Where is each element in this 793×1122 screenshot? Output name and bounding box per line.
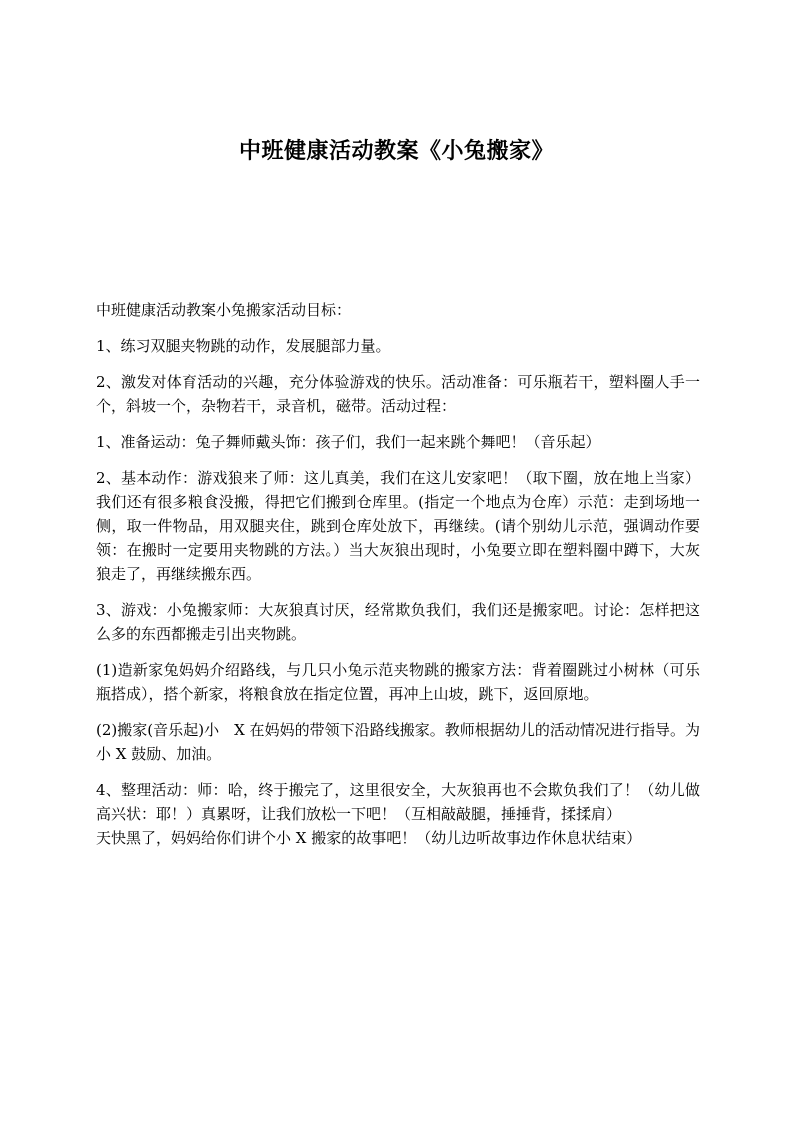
paragraph-goal-2: 2、激发对体育活动的兴趣，充分体验游戏的快乐。活动准备：可乐瓶若干，塑料圈人手一个，斜坡一个，杂物若干，录音机，磁带。活动过程： xyxy=(96,373,700,415)
document-body xyxy=(96,298,700,850)
paragraph-ending: 天快黑了，妈妈给你们讲个小 X 搬家的故事吧！（幼儿边听故事边作休息状结束） xyxy=(96,829,642,847)
paragraph-cooldown: 4、整理活动：师：哈，终于搬完了，这里很安全，大灰狼再也不会欺负我们了！（幼儿做高兴状：耶！）真累呀，让我们放松一下吧！（互相敲敲腿，捶捶背，揉揉肩） xyxy=(96,781,700,823)
paragraph-moving: (2)搬家(音乐起)小 X 在妈妈的带领下沿路线搬家。教师根据幼儿的活动情况进行指导。为小 X 鼓励、加油。 xyxy=(96,721,700,763)
paragraph-new-home: (1)造新家兔妈妈介绍路线，与几只小兔示范夹物跳的搬家方法：背着圈跳过小树林（可乐瓶搭成），搭个新家，将粮食放在指定位置，再冲上山坡，跳下，返回原地。 xyxy=(96,661,700,703)
document-title: 中班健康活动教案《小兔搬家》 xyxy=(238,139,554,164)
paragraph-goal-1: 1、练习双腿夹物跳的动作，发展腿部力量。 xyxy=(96,337,391,355)
paragraph-intro: 中班健康活动教案小兔搬家活动目标： xyxy=(96,301,352,319)
paragraph-basic-action: 2、基本动作：游戏狼来了师：这儿真美，我们在这儿安家吧！（取下圈，放在地上当家）我们还有很多粮食没搬，得把它们搬到仓库里。(指定一个地点为仓库）示范：走到场地一侧，取一件物品，用双腿夹住，跳到仓库处放下，再继续。(请个别幼儿示范，强调动作要领：在搬时一定要用夹物跳的方法。）当大灰狼出现时，小兔要立即在塑料圈中蹲下，大灰狼走了，再继续搬东西。 xyxy=(96,469,700,583)
paragraph-warmup: 1、准备运动：兔子舞师戴头饰：孩子们，我们一起来跳个舞吧！（音乐起） xyxy=(96,433,601,451)
paragraph-game: 3、游戏：小兔搬家师：大灰狼真讨厌，经常欺负我们，我们还是搬家吧。讨论：怎样把这么多的东西都搬走引出夹物跳。 xyxy=(96,601,700,643)
